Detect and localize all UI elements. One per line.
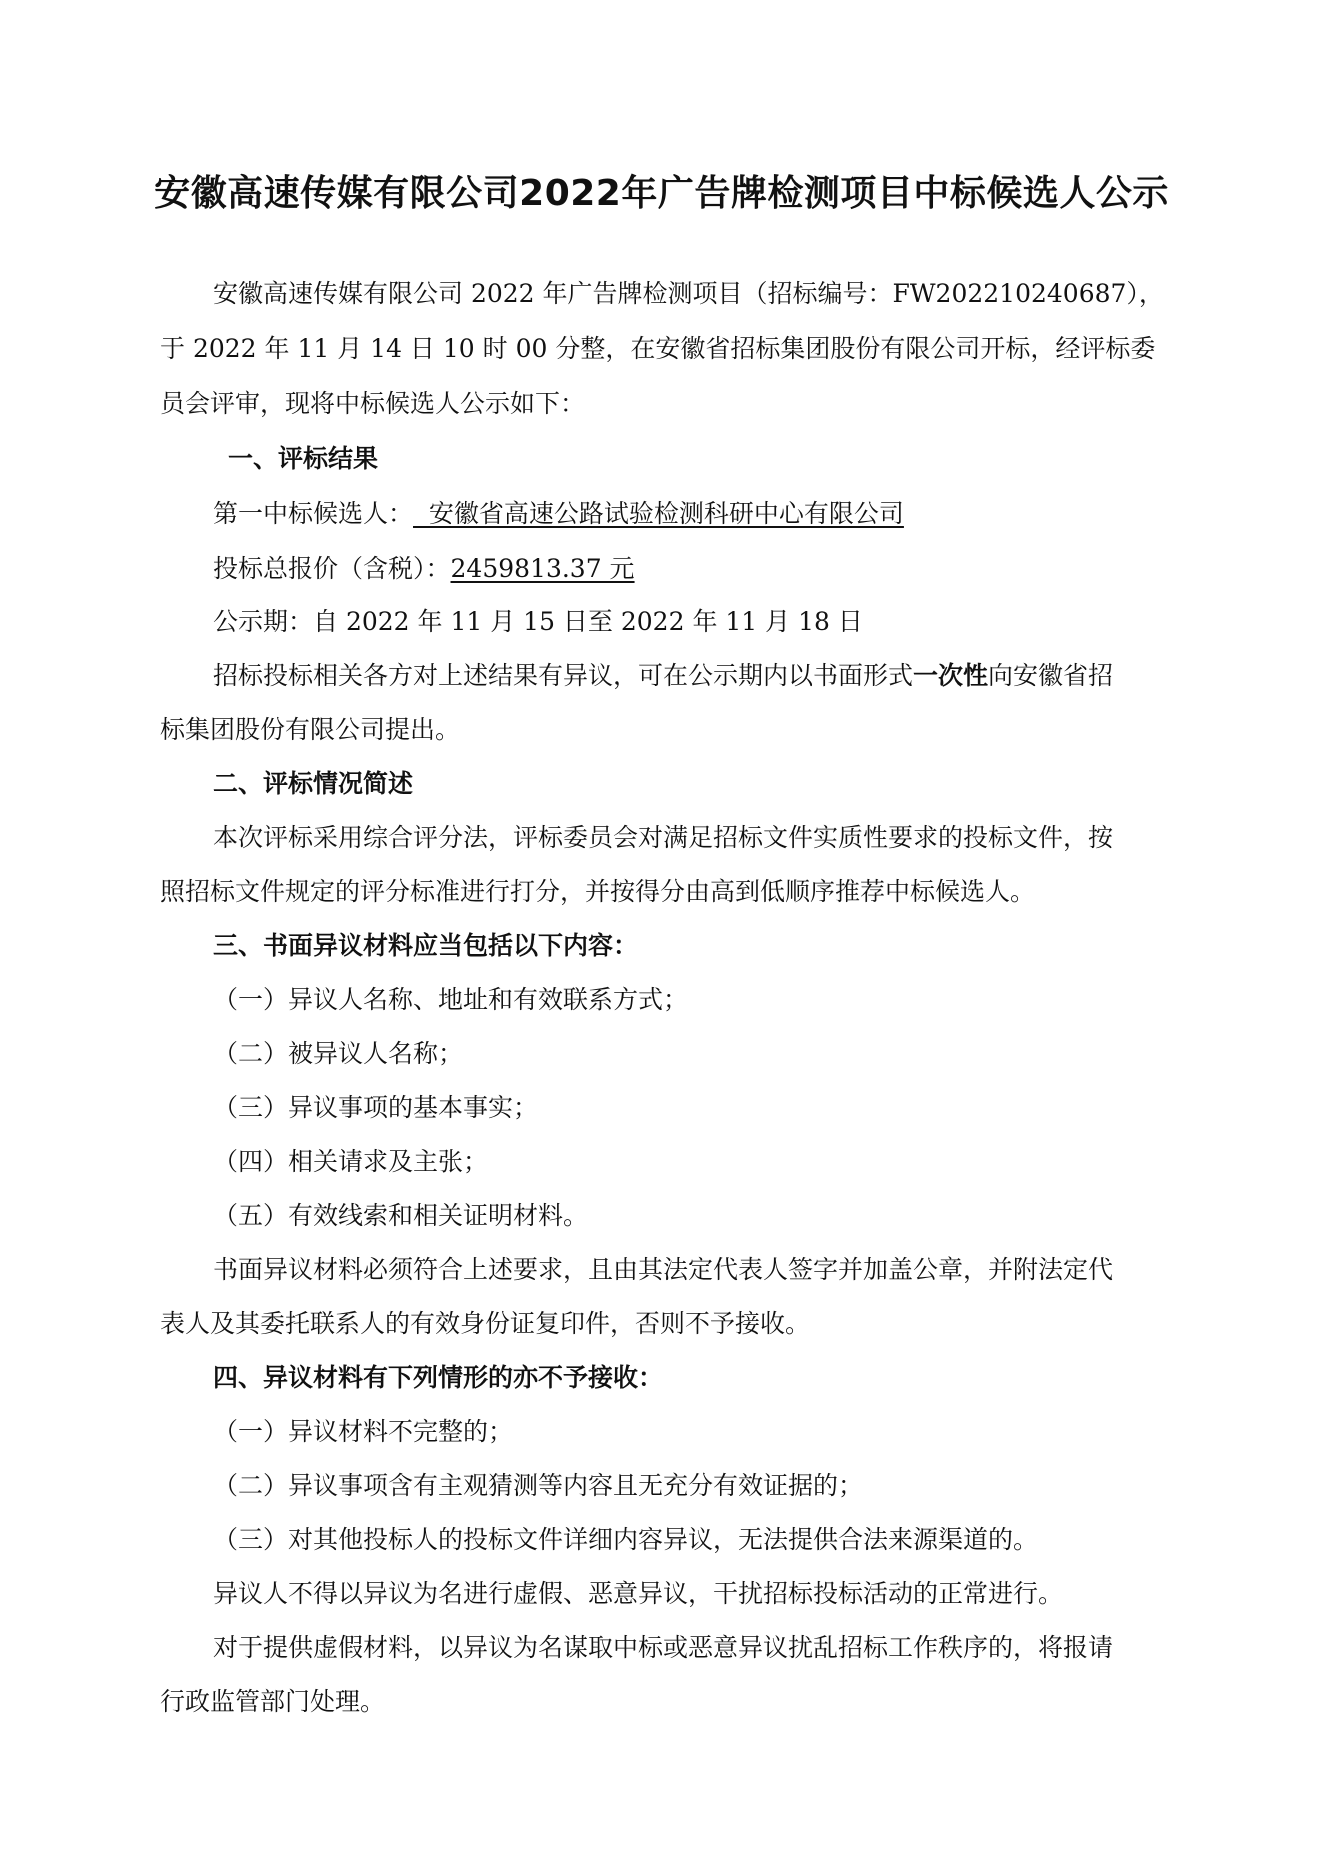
publicity-period: 公示期：自 2022 年 11 月 15 日至 2022 年 11 月 18 日 xyxy=(213,607,863,636)
section-4-paragraph-2-line-2: 行政监管部门处理。 xyxy=(160,1687,386,1716)
intro-line-1: 安徽高速传媒有限公司 2022 年广告牌检测项目（招标编号：FW202210240687）， xyxy=(213,279,1164,308)
section-4-paragraph-2-line-1: 对于提供虚假材料，以异议为名谋取中标或恶意异议扰乱招标工作秩序的，将报请 xyxy=(213,1633,1114,1662)
section-2-line-2: 照招标文件规定的评分标准进行打分，并按得分由高到低顺序推荐中标候选人。 xyxy=(160,877,1036,906)
candidate-line xyxy=(160,496,1223,532)
section-4-item: （三）对其他投标人的投标文件详细内容异议，无法提供合法来源渠道的。 xyxy=(213,1525,1039,1554)
objection-line-2: 标集团股份有限公司提出。 xyxy=(160,715,461,744)
section-3-item: （一）异议人名称、地址和有效联系方式； xyxy=(213,985,689,1014)
section-3-note-line-1: 书面异议材料必须符合上述要求，且由其法定代表人签字并加盖公章，并附法定代 xyxy=(213,1255,1114,1284)
intro-line-3: 员会评审，现将中标候选人公示如下： xyxy=(160,389,586,418)
section-3-item: （四）相关请求及主张； xyxy=(213,1147,489,1176)
section-3-item: （三）异议事项的基本事实； xyxy=(213,1093,539,1122)
objection-text-pre: 招标投标相关各方对上述结果有异议，可在公示期内以书面形式 xyxy=(213,661,914,690)
section-3-note-line-2: 表人及其委托联系人的有效身份证复印件，否则不予接收。 xyxy=(160,1309,811,1338)
price-label: 投标总报价（含税）： xyxy=(213,554,451,583)
document-title: 安徽高速传媒有限公司2022年广告牌检测项目中标候选人公示 xyxy=(154,173,1169,214)
section-3-item: （五）有效线索和相关证明材料。 xyxy=(213,1201,589,1230)
section-4-item: （二）异议事项含有主观猜测等内容且无充分有效证据的； xyxy=(213,1471,864,1500)
section-3-item: （二）被异议人名称； xyxy=(213,1039,464,1068)
section-2-line-1: 本次评标采用综合评分法，评标委员会对满足招标文件实质性要求的投标文件，按 xyxy=(213,823,1114,852)
price-value: 2459813.37 元 xyxy=(450,554,635,583)
section-1-heading: 一、评标结果 xyxy=(228,444,379,473)
objection-text-post: 向安徽省招 xyxy=(988,661,1114,690)
candidate-label: 第一中标候选人： xyxy=(213,499,414,528)
intro-line-2: 于 2022 年 11 月 14 日 10 时 00 分整，在安徽省招标集团股份有限公司开标，经评标委 xyxy=(160,334,1156,363)
price-line xyxy=(160,551,1223,587)
objection-line-1 xyxy=(160,658,1223,694)
objection-text-bold: 一次性 xyxy=(913,661,989,690)
section-4-heading: 四、异议材料有下列情形的亦不予接收： xyxy=(213,1363,664,1392)
candidate-value: 安徽省高速公路试验检测科研中心有限公司 xyxy=(413,499,904,528)
section-4-paragraph-1: 异议人不得以异议为名进行虚假、恶意异议，干扰招标投标活动的正常进行。 xyxy=(213,1579,1064,1608)
section-3-heading: 三、书面异议材料应当包括以下内容： xyxy=(213,931,639,960)
section-4-item: （一）异议材料不完整的； xyxy=(213,1417,514,1446)
section-2-heading: 二、评标情况简述 xyxy=(213,769,414,798)
